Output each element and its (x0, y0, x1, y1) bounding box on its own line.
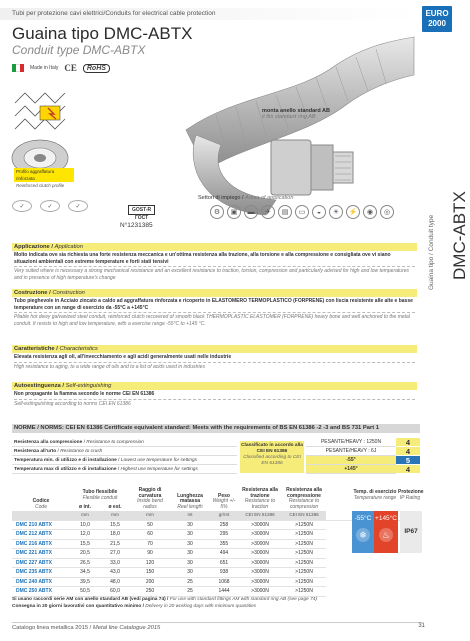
section-text-en: Pliable hot dewy galvanized steel conduit, reinforced clutch recovered of smooth black THERMOPLASTIC ELASTOMER (FORPRENE) heavy bone and well anchored to the metal conduit. It resists to high and low temperature, with a exercise range -55°C to +145 °C. (14, 314, 410, 327)
section-application (12, 243, 417, 282)
ip-header: Protezione IP Rating (398, 489, 424, 501)
norms-bar: NORME / NORMS: CEI EN 61386 Certificate equivalent standard: Meets with the requirements of BS EN 61386 -2 -3 and BS 731 Part 1 (12, 424, 420, 433)
col-traction: Resistenza alla trazione Resistance to traction (242, 487, 278, 510)
cert-logos (12, 200, 88, 212)
units-row: mm mm mm mt gr/mt CEI EN 61386 CEI EN 61386 (12, 511, 420, 520)
classification-box: Classificato in accordo alla CEI EN 61386 Classified according to CEI EN 61386 (240, 441, 304, 473)
sectors-label: Settori di impiego / Areas of application (198, 195, 294, 201)
table-row: DMC 240 ABTX 39,5 48,0 200 25 1068 >3000N >1250N (12, 577, 420, 587)
solar-icon: ☀ (329, 205, 343, 219)
table-row: DMC 235 ABTX 34,5 43,0 150 30 938 >3000N >1250N (12, 568, 420, 578)
table-row: DMC 221 ABTX 20,5 27,0 90 30 494 >3000N >1250N (12, 549, 420, 559)
side-title (422, 90, 469, 320)
col-est: ø est. (108, 503, 122, 510)
gear-icon: ⚙ (210, 205, 224, 219)
page-subtitle: Conduit type DMC-ABTX (12, 43, 146, 57)
norm-values (306, 438, 396, 474)
norm-value: +145° (306, 465, 396, 474)
page-title: Guaina tipo DMC-ABTX (12, 24, 193, 43)
table-row: DMC 227 ABTX 26,5 33,0 120 30 651 >3000N >1250N (12, 558, 420, 568)
car-icon: ◉ (363, 205, 377, 219)
norm-row: Temperatura max di utilizzo e di installazione / Highest use temperature for settings (12, 465, 237, 474)
side-title-small: Guaina tipo / Conduit type (428, 214, 435, 290)
plane-icon: ✈ (261, 205, 275, 219)
section-title: Applicazione / Application (12, 243, 417, 251)
footnote: Si usano raccordi serie AM con anello standard AB (vedi pagina 74) / For use with standard fittings AM with standard ring AB (see page 74) Consegna in 20 giorni lavorativi con quantitativo minimo / Delivery in 20 working days with minimum quantities (12, 597, 318, 609)
table-row: DMC 216 ABTX 15,5 21,5 70 30 355 >3000N >1250N (12, 539, 420, 549)
norm-code: 4 (396, 465, 420, 474)
col-bend: Raggio di curvatura Inside bend radius (137, 487, 163, 510)
ip-rating: IP67 (400, 511, 422, 553)
table-row: DMC 212 ABTX 12,0 18,0 60 30 295 >3000N >1250N (12, 530, 420, 540)
top-line: Tubi per protezione cavi elettrici/Conduits for electrical cable protection (0, 8, 420, 20)
ce-mark: CE (64, 63, 77, 73)
cert-number: N°1231385 (120, 222, 153, 229)
pump-icon: ◎ (380, 205, 394, 219)
norm-row: Temperatura min. di utilizzo e di installazione / Lowest use temperature for settings (12, 456, 237, 465)
section-text-en: Self-extinguishing according to norms CEI EN 61386 (14, 400, 131, 407)
section-text-it: Molto indicata ove sia richiesta una forte resistenza meccanica e un'ottima resistenza alla trazione, alla torsione e alla compressione e consigliata ove vi siano situazioni ambientali con estreme temperature e forti stati tensivi (14, 252, 391, 265)
rohs-mark: RoHS (83, 64, 110, 73)
euro2000-logo: EURO 2000 (422, 6, 452, 32)
section-text-it: Non propagante la fiamma secondo le norme CEI EN 61386 (14, 391, 155, 397)
norm-row: Resistenza all'urto / Resistance to crush (12, 447, 237, 456)
norm-codes (396, 438, 420, 474)
section-text-en: Very suited where is necessary a strong mechanical resistance and an excellent resistance to traction, torsion, compression and particularly advised for high and low temperatures and in presence of high temperature's change (14, 268, 410, 281)
factory-icon: ▣ (227, 205, 241, 219)
bolt-icon: ⚡ (346, 205, 360, 219)
section-title: Costruzione / Construction (12, 289, 417, 297)
section-text-it: Tubo pieghevole in Acciaio zincato a caldo ad aggraffatura rinforzata e ricoperto in ELASTOMERO TERMOPLASTICO (FORPRENE) con liscia resistente alle alte e basse temperature con un range di esercizio da -55°C a +145°C (14, 298, 413, 311)
section-title: Autoestinguenza / Self-extinguishing (12, 382, 417, 390)
table-row: DMC 210 ABTX 10,0 15,5 50 30 258 >3000N >1250N (12, 520, 420, 530)
truck-icon: ▬ (244, 205, 258, 219)
temp-max: +145°C ♨ (374, 511, 398, 553)
page-footer: Catalogo linea metallica 2015 / Metal line Catalogue 2015 (12, 622, 422, 632)
cert-logo-1-icon: ✓ (12, 200, 32, 212)
section-construction (12, 289, 417, 328)
col-conduit: Tubo flessibile Flexible conduit (82, 489, 118, 501)
made-in-label: Made in Italy (30, 65, 59, 71)
norm-value: PESANTE/HEAVY : 6J (306, 447, 396, 456)
page-number: 31 (418, 623, 425, 629)
section-title: Caratteristiche / Characteristics (12, 345, 417, 353)
norm-value: -55° (306, 456, 396, 465)
gost-mark: GOST-R ГОСТ (128, 205, 155, 221)
snowflake-icon: ❄ (356, 528, 370, 542)
train-icon: ▭ (295, 205, 309, 219)
norm-code: 5 (396, 456, 420, 465)
temp-header: Temp. di esercizio Temperature range (353, 489, 397, 501)
norm-value: PESANTE/HEAVY : 1250N (306, 438, 396, 447)
col-int: ø int. (79, 503, 91, 510)
flame-icon: ♨ (379, 528, 393, 542)
norm-row: Resistenza alla compressione / Resistance to compression (12, 438, 237, 447)
section-characteristics (12, 345, 417, 371)
side-title-big: DMC-ABTX (450, 191, 469, 280)
cert-logo-2-icon: ✓ (40, 200, 60, 212)
section-self-extinguishing (12, 382, 417, 408)
col-compression: Resistenza alla compressione Resistance to compression (286, 487, 322, 510)
made-in-row (12, 62, 110, 74)
profile-label: Profilo aggraffatura rinforzata Reinforced clutch profile (14, 168, 74, 182)
section-text-it: Elevata resistenza agli oli, all'invecchiamento e agli acidi generalmente usati nelle industrie (14, 354, 232, 360)
col-weight: Peso Weight +/- 5% (212, 492, 236, 510)
table-row: DMC 250 ABTX 50,5 60,0 250 25 1444 >3000N >1250N (12, 587, 420, 597)
cert-logo-3-icon: ✓ (68, 200, 88, 212)
col-code: Codice Code (32, 498, 50, 510)
norm-code: 4 (396, 438, 420, 447)
fitting-note: monta anello standard AB it fits standard ring AB (262, 108, 330, 120)
section-text-en: High resistance to aging, to a wide range of oils and to a list of acids used in industries (14, 363, 205, 370)
italy-flag-icon (12, 64, 24, 72)
building-icon: ▤ (278, 205, 292, 219)
temp-min: -55°C ❄ (352, 511, 374, 553)
sector-icons (210, 205, 394, 219)
col-reel: Lunghezza matassa Reel length (177, 492, 203, 510)
temperature-range-box (352, 511, 398, 553)
norm-code: 4 (396, 447, 420, 456)
ship-icon: ◒ (312, 205, 326, 219)
